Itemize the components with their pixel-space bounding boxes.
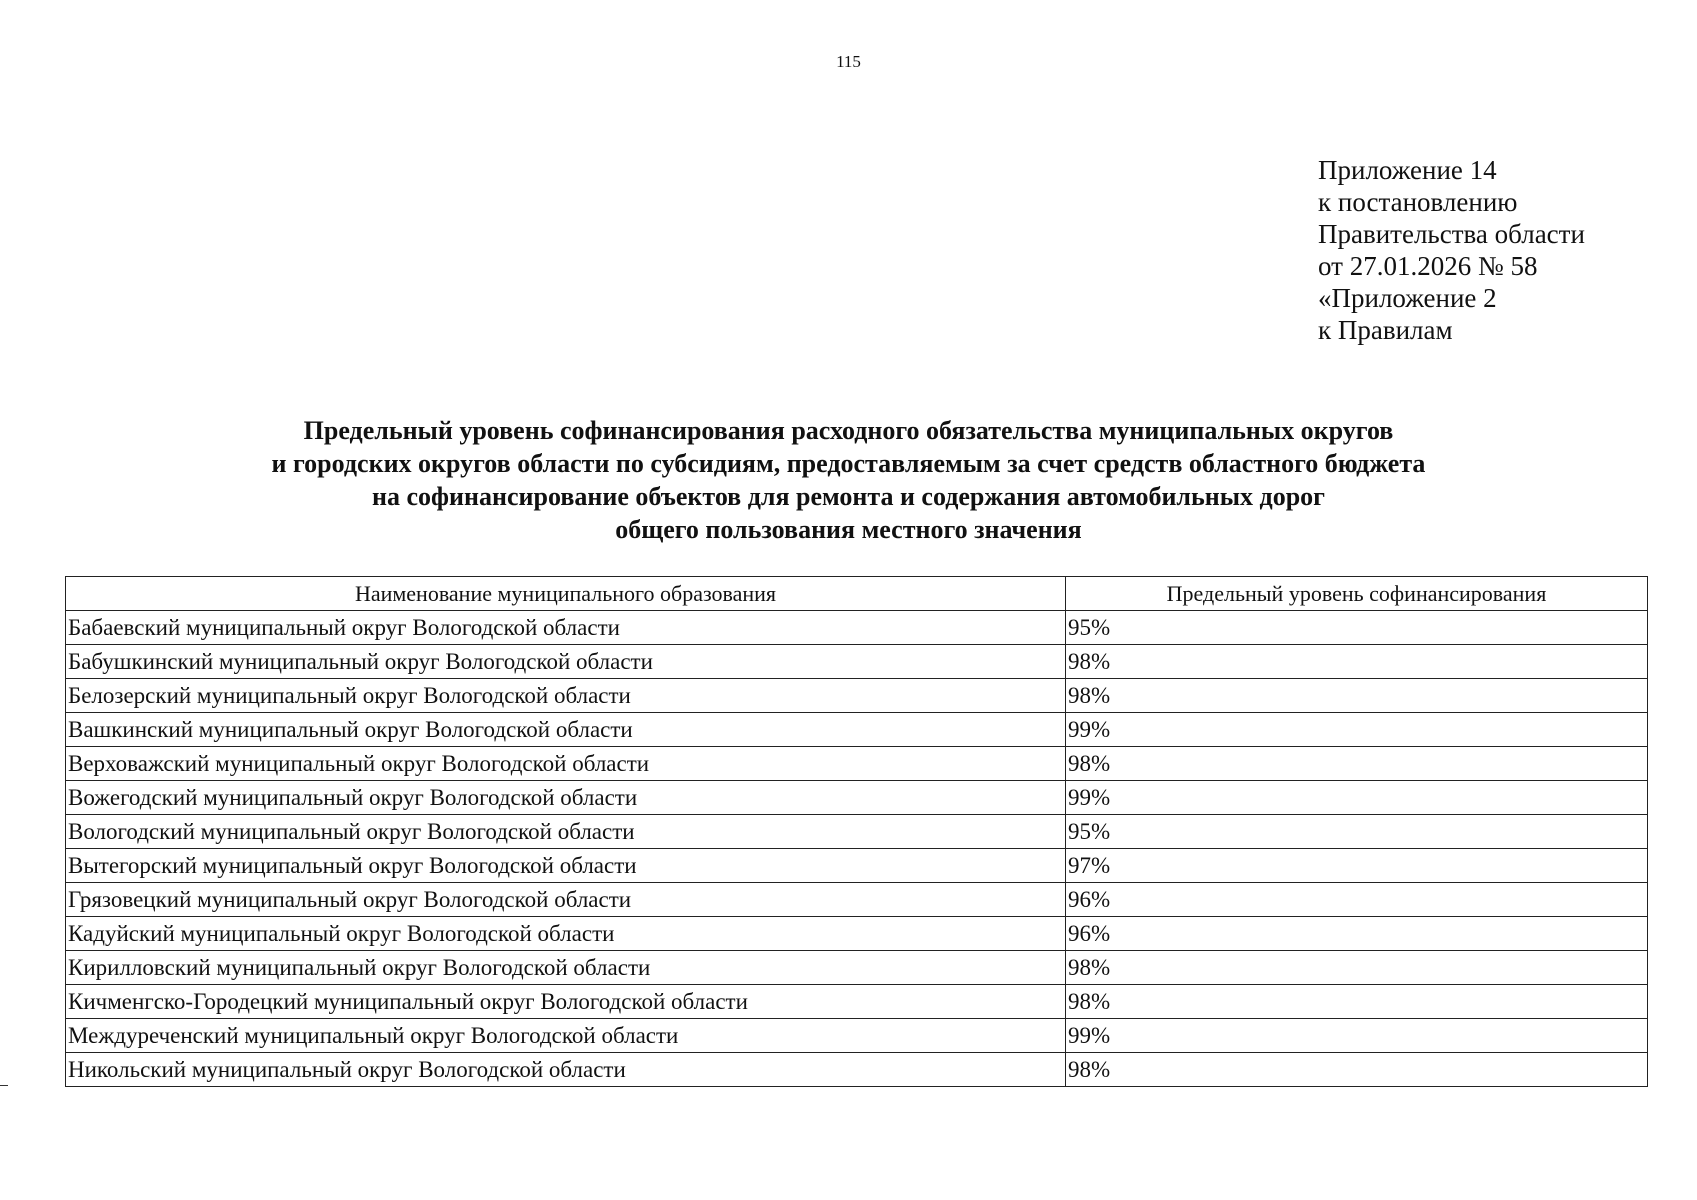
municipality-name-cell: Вытегорский муниципальный округ Вологодской области <box>66 849 1066 883</box>
table-row <box>66 815 1648 849</box>
cofinancing-level-cell: 96% <box>1066 883 1648 917</box>
cofinancing-level-cell: 99% <box>1066 1019 1648 1053</box>
title-line: и городских округов области по субсидиям, предоставляемым за счет средств областного бюджета <box>271 449 1426 478</box>
table-row <box>66 713 1648 747</box>
cofinancing-level-cell: 97% <box>1066 849 1648 883</box>
cofinancing-level-cell: 95% <box>1066 611 1648 645</box>
municipality-name-cell: Кирилловский муниципальный округ Вологодской области <box>66 951 1066 985</box>
municipality-name-cell: Междуреченский муниципальный округ Вологодской области <box>66 1019 1066 1053</box>
cofinancing-level-cell: 98% <box>1066 679 1648 713</box>
appendix-line: «Приложение 2 <box>1318 283 1497 313</box>
table-row <box>66 645 1648 679</box>
appendix-line: Правительства области <box>1318 219 1585 249</box>
table-row <box>66 1053 1648 1087</box>
table-row <box>66 747 1648 781</box>
cofinancing-level-cell: 98% <box>1066 1053 1648 1087</box>
cofinancing-level-cell: 98% <box>1066 985 1648 1019</box>
header-municipality-name: Наименование муниципального образования <box>66 577 1066 611</box>
table-row <box>66 1019 1648 1053</box>
document-title <box>0 414 1697 546</box>
cofinancing-level-cell: 95% <box>1066 815 1648 849</box>
title-line: общего пользования местного значения <box>615 515 1082 544</box>
table-row <box>66 679 1648 713</box>
appendix-block <box>1318 154 1585 346</box>
municipality-name-cell: Кадуйский муниципальный округ Вологодской области <box>66 917 1066 951</box>
municipality-name-cell: Кичменгско-Городецкий муниципальный округ Вологодской области <box>66 985 1066 1019</box>
municipality-name-cell: Вологодский муниципальный округ Вологодской области <box>66 815 1066 849</box>
margin-mark <box>0 1085 8 1086</box>
title-line: Предельный уровень софинансирования расходного обязательства муниципальных округов <box>303 416 1394 445</box>
cofinancing-level-cell: 99% <box>1066 781 1648 815</box>
municipality-name-cell: Грязовецкий муниципальный округ Вологодской области <box>66 883 1066 917</box>
cofinancing-level-cell: 99% <box>1066 713 1648 747</box>
table-row <box>66 611 1648 645</box>
header-cofinancing-level: Предельный уровень софинансирования <box>1066 577 1648 611</box>
table-header-row <box>66 577 1648 611</box>
table-row <box>66 849 1648 883</box>
table-row <box>66 781 1648 815</box>
cofinancing-level-cell: 96% <box>1066 917 1648 951</box>
title-line: на софинансирование объектов для ремонта и содержания автомобильных дорог <box>372 482 1325 511</box>
cofinancing-level-cell: 98% <box>1066 747 1648 781</box>
cofinancing-level-cell: 98% <box>1066 645 1648 679</box>
municipality-name-cell: Никольский муниципальный округ Вологодской области <box>66 1053 1066 1087</box>
municipality-name-cell: Бабаевский муниципальный округ Вологодской области <box>66 611 1066 645</box>
page-number: 115 <box>836 52 861 71</box>
table-row <box>66 951 1648 985</box>
municipality-name-cell: Вожегодский муниципальный округ Вологодской области <box>66 781 1066 815</box>
appendix-line: Приложение 14 <box>1318 155 1497 185</box>
municipality-name-cell: Белозерский муниципальный округ Вологодской области <box>66 679 1066 713</box>
municipality-name-cell: Вашкинский муниципальный округ Вологодской области <box>66 713 1066 747</box>
municipality-name-cell: Верховажский муниципальный округ Вологодской области <box>66 747 1066 781</box>
table-row <box>66 985 1648 1019</box>
appendix-line: от 27.01.2026 № 58 <box>1318 251 1538 281</box>
table-row <box>66 917 1648 951</box>
appendix-line: к Правилам <box>1318 315 1453 345</box>
cofinancing-table <box>65 576 1648 1087</box>
municipality-name-cell: Бабушкинский муниципальный округ Вологодской области <box>66 645 1066 679</box>
table-row <box>66 883 1648 917</box>
appendix-line: к постановлению <box>1318 187 1518 217</box>
cofinancing-level-cell: 98% <box>1066 951 1648 985</box>
